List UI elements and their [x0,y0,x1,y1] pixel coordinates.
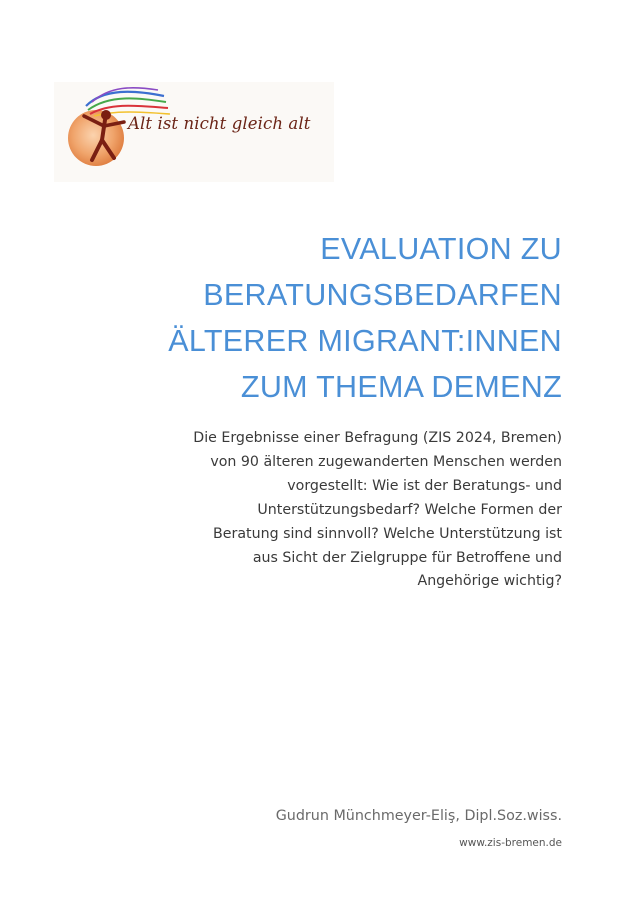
description-line: vorgestellt: Wie ist der Beratungs- und [287,477,562,494]
description-line: von 90 älteren zugewanderten Menschen werden [210,453,562,470]
description-line: aus Sicht der Zielgruppe für Betroffene und [252,549,562,566]
title-line: BERATUNGSBEDARFEN [203,278,562,312]
description-line: Unterstützungsbedarf? Welche Formen der [257,501,562,518]
logo-text: Alt ist nicht gleich alt [128,114,311,133]
title-line: EVALUATION ZU [320,232,562,266]
description-line: Die Ergebnisse einer Befragung (ZIS 2024, Bremen) [193,430,562,446]
description-line: Beratung sind sinnvoll? Welche Unterstützung ist [213,525,562,542]
title-line: ÄLTERER MIGRANT:INNEN [168,324,562,358]
document-description [122,427,562,594]
website-link[interactable]: www.zis-bremen.de [459,837,562,849]
author-name: Gudrun Münchmeyer-Eliş, Dipl.Soz.wiss. [275,808,562,824]
logo [54,82,334,182]
title-line: ZUM THEMA DEMENZ [240,370,562,404]
document-title [42,226,562,410]
description-line: Angehörige wichtig? [417,573,562,590]
